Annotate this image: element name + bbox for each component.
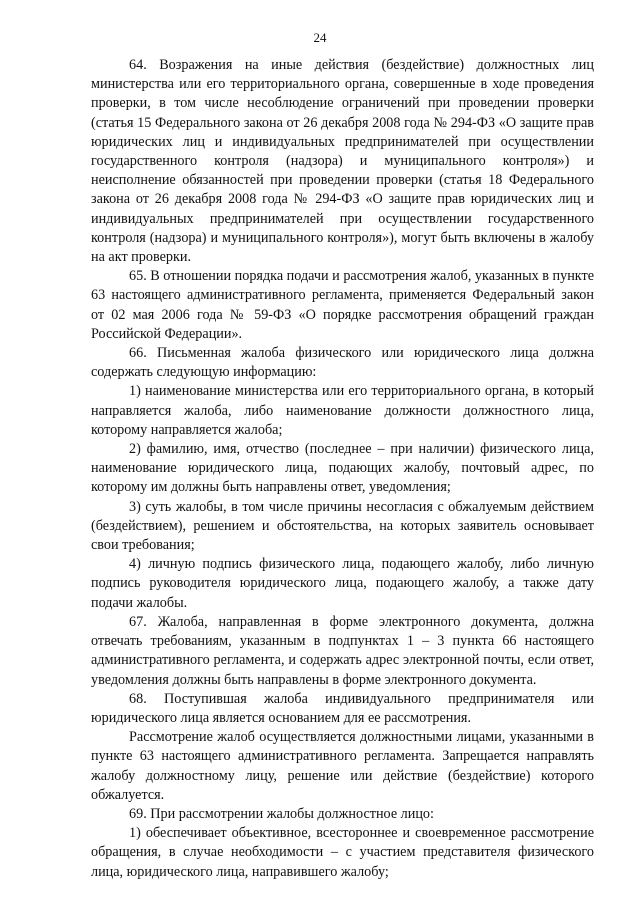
- paragraph-69-item-1: 1) обеспечивает объективное, всестороннее и своевременное рассмотрение обращения, в случае необходимости – с участием представителя физического лица, юридического лица, направившего жалобу;: [91, 825, 594, 880]
- paragraph-68-continuation: Рассмотрение жалоб осуществляется должностными лицами, указанными в пункте 63 настоящего административного регламента. Запрещается направлять жалобу должностному лицу, решение или действие (бездействие) которого обжалуется.: [91, 729, 594, 803]
- document-body: [91, 56, 594, 882]
- page-number: 24: [313, 30, 327, 45]
- paragraph-66: 66. Письменная жалоба физического или юридического лица должна содержать следующую информацию:: [91, 345, 594, 381]
- paragraph-64: 64. Возражения на иные действия (бездействие) должностных лиц министерства или его территориального органа, совершенные в ходе проведения проверки, в том числе несоблюдение ограничений при проведении проверки (статья 15 Федерального закона от 26 декабря 2008 года № 294-ФЗ «О защите прав юридических лиц и индивидуальных предпринимателей при осуществлении государственного контроля (надзора) и муниципального контроля») и неисполнение обязанностей при проведении проверки (статья 18 Федерального закона от 26 декабря 2008 года № 294-ФЗ «О защите прав юридических лиц и индивидуальных предпринимателей при осуществлении государственного контроля (надзора) и муниципального контроля»), могут быть включены в жалобу на акт проверки.: [91, 57, 594, 266]
- paragraph-66-item-2: 2) фамилию, имя, отчество (последнее – при наличии) физического лица, наименование юридического лица, подающих жалобу, почтовый адрес, по которому им должны быть направлены ответ, уведомления;: [91, 441, 594, 496]
- paragraph-65: 65. В отношении порядка подачи и рассмотрения жалоб, указанных в пункте 63 настоящего административного регламента, применяется Федеральный закон от 02 мая 2006 года № 59-ФЗ «О порядке рассмотрения обращений граждан Российской Федерации».: [91, 268, 594, 342]
- paragraph-68: 68. Поступившая жалоба индивидуального предпринимателя или юридического лица является основанием для ее рассмотрения.: [91, 690, 594, 726]
- paragraph-66-item-4: 4) личную подпись физического лица, подающего жалобу, либо личную подпись руководителя юридического лица, подающего жалобу, а также дату подачи жалобы.: [91, 556, 594, 611]
- paragraph-66-item-3: 3) суть жалобы, в том числе причины несогласия с обжалуемым действием (бездействием), решением и обстоятельства, на которых заявитель основывает свои требования;: [91, 498, 594, 554]
- paragraph-66-item-1: 1) наименование министерства или его территориального органа, в который направляется жалоба, либо наименование должности должностного лица, которому направляется жалоба;: [91, 383, 594, 438]
- paragraph-67: 67. Жалоба, направленная в форме электронного документа, должна отвечать требованиям, указанным в подпунктах 1 – 3 пункта 66 настоящего административного регламента, и содержать адрес электронной почты, если ответ, уведомления должны быть направлены в форме электронного документа.: [91, 613, 594, 688]
- paragraph-69: 69. При рассмотрении жалобы должностное лицо:: [129, 805, 434, 822]
